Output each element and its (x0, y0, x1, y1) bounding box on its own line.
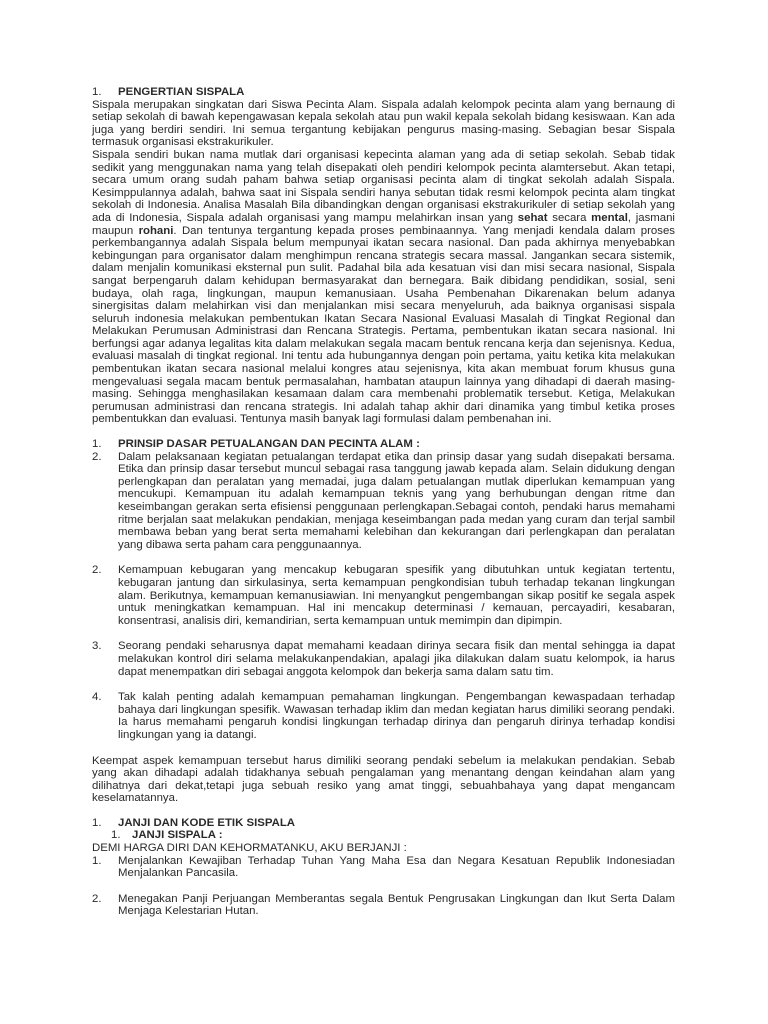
bold-word: rohani (138, 224, 174, 237)
section-heading-pengertian (92, 86, 675, 99)
section-number: 1. (92, 816, 102, 829)
list-item (92, 564, 675, 627)
list-text: Menjalankan Kewajiban Terhadap Tuhan Yang Maha Esa dan Negara Kesatuan Republik Indonesiadan Menjalankan Pancasila. (118, 854, 675, 880)
list-text: Seorang pendaki seharusnya dapat memahami keadaan dirinya secara fisik dan mental sehingga ia dapat melakukan kontrol diri selama melakukanpendakian, apalagi jika dilakukan dalam suatu kelompok, ia harus dapat menempatkan diri sebagai anggota kelompok dan bekerja sama dalam satu tim. (118, 640, 675, 678)
paragraph-analysis (92, 149, 675, 426)
bold-word: sehat (517, 211, 548, 224)
paragraph-text: Sispala sendiri bukan nama mutlak dari organisasi kepecinta alaman yang ada di setiap sekolah. Sebab tidak sedikit yang menggunakan nama yang telah disepakati oleh pendiri kelompok pecinta alamtersebut. Akan tetapi, secara umum orang sudah paham bahwa setiap organisasi pecinta alam di tingkat sekolah adalah Sispala. Kesimppulannya adalah, bahwa saat ini Sispala sendiri hanya sebutan tidak resmi kelompok pecinta alam tingkat sekolah di Indonesia. Analisa Masalah Bila dibandingkan dengan organisasi ekstrakurikuler di setiap sekolah yang ada di Indonesia, Sispala adalah organisasi yang mampu melahirkan insan yang (92, 148, 675, 224)
list-number: 2. (92, 450, 102, 463)
list-number: 4. (92, 691, 102, 704)
section-title: PENGERTIAN SISPALA (118, 86, 245, 98)
paragraph-text: secara (552, 211, 587, 224)
paragraph-closing: Keempat aspek kemampuan tersebut harus dimiliki seorang pendaki sebelum ia melakukan pendakian. Sebab yang akan dihadapi adalah tidakhanya sebuah pengalaman yang menantang dengan keindahan alam yang dilihatnya dari dekat,tetapi juga sebuah resiko yang amat tinggi, sebuahbahaya yang dapat mengancam keselamatannya. (92, 754, 675, 805)
list-number: 3. (92, 640, 102, 653)
oath-line: DEMI HARGA DIRI DAN KEHORMATANKU, AKU BERJANJI : (92, 842, 407, 855)
list-item (92, 691, 675, 741)
paragraph-definition: Sispala merupakan singkatan dari Siswa Pecinta Alam. Sispala adalah kelompok pecinta alam yang bernaung di setiap sekolah di bawah kepengawasan kepala sekolah atau pun wakil kepala sekolah bidang kesiswaan. Kan ada juga yang berdiri sendiri. Ini semua tergantung kebijakan pengurus masing-masing. Sebagian besar Sispala termasuk organisasi ekstrakurikuler. (92, 98, 675, 149)
list-item (92, 893, 675, 918)
subsection-number: 1. (111, 829, 121, 842)
paragraph-text: , jasmani maupun (92, 211, 675, 237)
list-item (92, 451, 675, 552)
list-number: 2. (92, 564, 102, 577)
subsection-title: JANJI SISPALA : (132, 829, 223, 842)
section-heading-janji (92, 817, 675, 830)
document-content (92, 86, 675, 918)
list-text: Dalam pelaksanaan kegiatan petualangan terdapat etika dan prinsip dasar yang sudah disepakati bersama. Etika dan prinsip dasar tersebut muncul sebagai rasa tanggung jawab kepada alam. Selain didukung dengan perlengkapan dan peralatan yang memadai, juga dalam petualangan mutlak diperlukan kemampuan yang mencukupi. Kemampuan itu adalah kemampuan teknis yang yang berhubungan dengan ritme dan keseimbangan gerakan serta efisiensi penggunaan perlengkapan.Sebagai contoh, pendaki harus memahami ritme berjalan saat melakukan pendakian, menjaga keseimbangan pada medan yang curam dan terjal sambil membawa beban yang berat serta memahami kelebihan dan kekurangan dari perlengkapan dan peralatan yang dibawa serta paham cara penggunaannya. (118, 450, 675, 551)
list-item (92, 855, 675, 880)
subsection-heading-janji-sispala (92, 829, 675, 842)
section-number: 1. (92, 438, 102, 451)
list-item (92, 640, 675, 678)
list-number: 1. (92, 854, 102, 867)
bold-word: mental (591, 211, 628, 224)
list-text: Tak kalah penting adalah kemampuan pemahaman lingkungan. Pengembangan kewaspadaan terhadap bahaya dari lingkungan spesifik. Wawasan terhadap iklim dan medan kegiatan harus dimiliki seorang pendaki. Ia harus memahami pengaruh kondisi lingkungan terhadap dirinya dan pengaruh dirinya terhadap kondisi lingkungan yang ia datangi. (118, 691, 675, 741)
list-number: 2. (92, 892, 102, 905)
section-number: 1. (92, 86, 102, 98)
section-title: PRINSIP DASAR PETUALANGAN DAN PECINTA ALAM : (118, 438, 420, 451)
section-title: JANJI DAN KODE ETIK SISPALA (118, 816, 295, 829)
section-heading-prinsip (92, 438, 675, 451)
list-text: Menegakan Panji Perjuangan Memberantas segala Bentuk Pengrusakan Lingkungan dan Ikut Serta Dalam Menjaga Kelestarian Hutan. (118, 892, 675, 918)
list-text: Kemampuan kebugaran yang mencakup kebugaran spesifik yang dibutuhkan untuk kegiatan tertentu, kebugaran jantung dan sirkulasinya, serta kemampuan pengkondisian tubuh terhadap tekanan lingkungan alam. Berikutnya, kemampuan kemanusiawian. Ini menyangkut pengembangan sikap positif ke segala aspek untuk meningkatkan kemampuan. Hal ini mencakup determinasi / kemauan, percayadiri, kesabaran, konsentrasi, analisis diri, kemandirian, serta kemampuan untuk memimpin dan dipimpin. (118, 564, 675, 627)
paragraph-text: . Dan tentunya tergantung kepada proses pembinaannya. Yang menjadi kendala dalam proses perkembangannya adalah Sispala belum mempunyai ikatan secara nasional. Dan pada akhirnya menyebabkan kebingungan para organisator dalam menghimpun rencana strategis secara massal. Jangankan secara sistemik, dalam menjalin komunikasi eksternal pun sulit. Padahal bila ada kesatuan visi dan misi secara nasional, Sispala sangat berpengaruh dalam kehidupan bermasyarakat dan bernegara. Baik dibidang pendidikan, sosial, seni budaya, olah raga, lingkungan, maupun kemanusiaan. Usaha Pembenahan Dikarenakan belum adanya sinergisitas dalam melahirkan visi dan menjalankan misi secara menyeluruh, ada baiknya organisasi sispala seluruh indonesia melakukan pembentukan Ikatan Secara Nasional Evaluasi Masalah di Tingkat Regional dan Melakukan Perumusan Administrasi dan Rencana Strategis. Pertama, pembentukan ikatan secara nasional. Ini berfungsi agar adanya legalitas kita dalam melakukan segala macam bentuk rencana kerja dan sejenisnya. Kedua, evaluasi masalah di tingkat regional. Ini tentu ada hubungannya dengan poin pertama, yaitu ketika kita melakukan pembentukan ikatan secara nasional melalui kongres atau sejenisnya, kita akan membuat forum khusus guna mengevaluasi segala macam bentuk permasalahan, hambatan ataupun lainnya yang dihadapi di daerah masing-masing. Sehingga menghasilakan kesamaan dalam cara membenahi problematik tersebut. Ketiga, Melakukan perumusan administrasi dan rencana strategis. Ini adalah tahap akhir dari dinamika yang timbul ketika proses pembentukkan dan evaluasi. Tentunya masih banyak lagi formulasi dalam pembenahan ini. (92, 224, 675, 426)
